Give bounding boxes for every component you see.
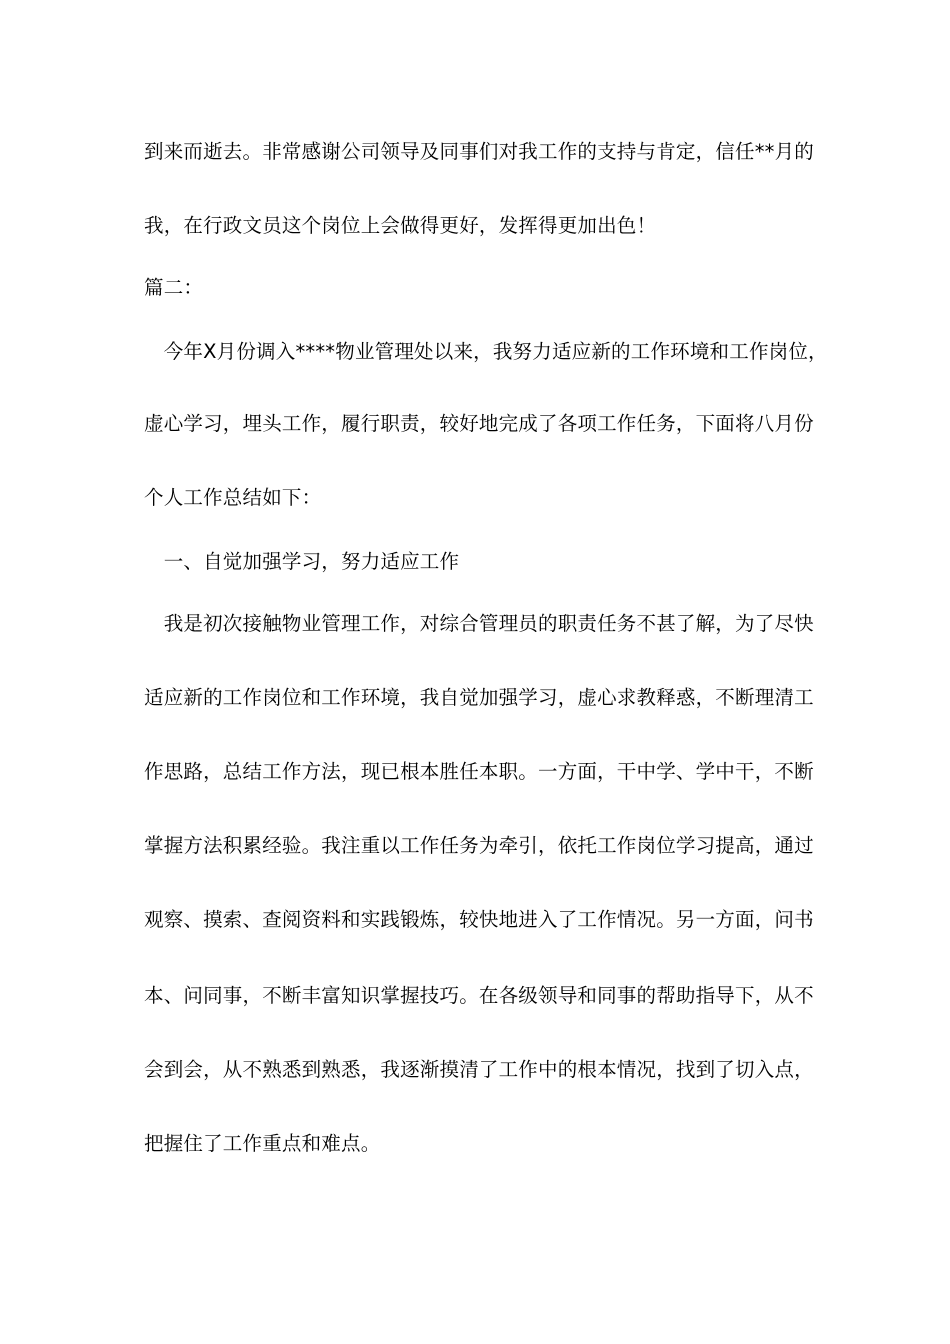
text-line: 会到会，从不熟悉到熟悉，我逐渐摸清了工作中的根本情况，找到了切入点， — [144, 1058, 814, 1081]
subsection-heading: 一、自觉加强学习，努力适应工作 — [144, 550, 460, 573]
text-line: 到来而逝去。非常感谢公司领导及同事们对我工作的支持与肯定，信任**月的 — [144, 140, 815, 163]
text-line: 虚心学习，埋头工作，履行职责，较好地完成了各项工作任务，下面将八月份 — [144, 412, 814, 435]
text-line: 我是初次接触物业管理工作，对综合管理员的职责任务不甚了解，为了尽快 — [144, 612, 814, 635]
text-line: 本、问同事，不断丰富知识掌握技巧。在各级领导和同事的帮助指导下，从不 — [144, 984, 814, 1007]
text-line: 我，在行政文员这个岗位上会做得更好，发挥得更加出色！ — [144, 214, 657, 237]
section-heading: 篇二： — [144, 276, 204, 299]
text-line: 作思路，总结工作方法，现已根本胜任本职。一方面，干中学、学中干，不断 — [144, 760, 814, 783]
text-line: 个人工作总结如下： — [144, 486, 322, 509]
text-line: 适应新的工作岗位和工作环境，我自觉加强学习，虚心求教释惑，不断理清工 — [144, 686, 814, 709]
text-line: 把握住了工作重点和难点。 — [144, 1132, 381, 1155]
text-line: 今年X月份调入****物业管理处以来，我努力适应新的工作环境和工作岗位， — [144, 340, 828, 363]
text-line: 掌握方法积累经验。我注重以工作任务为牵引，依托工作岗位学习提高，通过 — [144, 834, 814, 857]
text-line: 观察、摸索、查阅资料和实践锻炼，较快地进入了工作情况。另一方面，问书 — [144, 908, 814, 931]
